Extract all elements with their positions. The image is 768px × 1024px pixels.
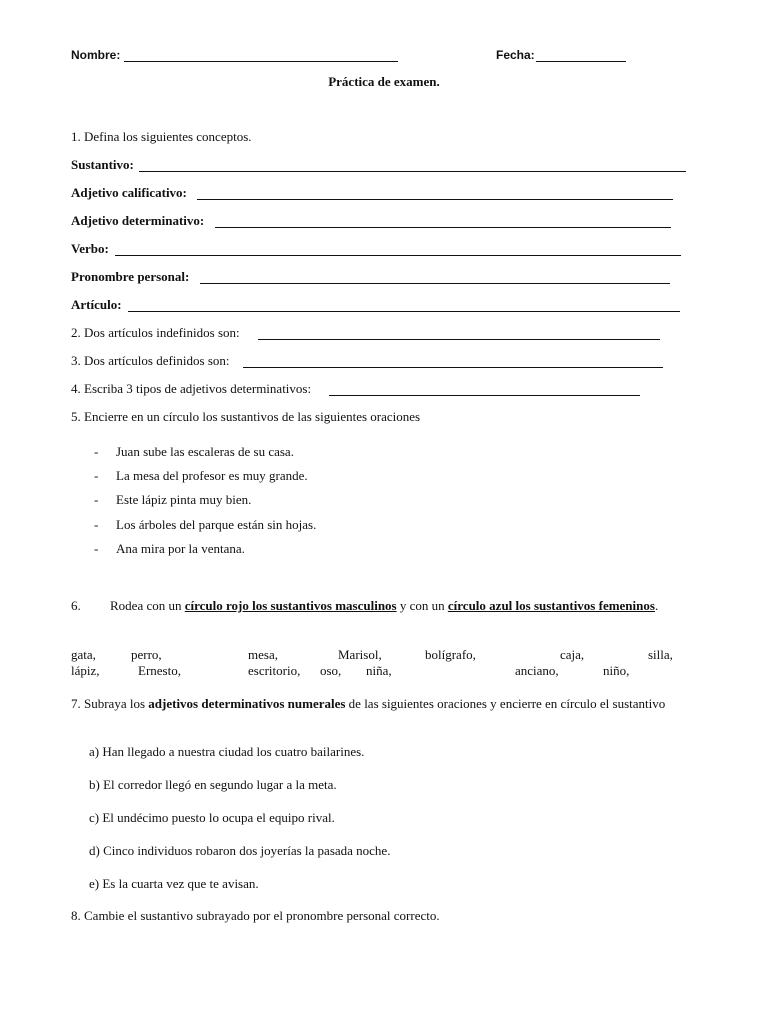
q3-answer-line[interactable] — [243, 367, 663, 368]
articulo-answer-line[interactable] — [128, 311, 680, 312]
q6-word: Ernesto, — [138, 663, 181, 678]
q7-item-d: d) Cinco individuos robaron dos joyerías la pasada noche. — [89, 843, 391, 858]
fecha-label: Fecha: — [496, 48, 535, 62]
bullet-dash: - — [94, 517, 99, 532]
q5-prompt: 5. Encierre en un círculo los sustantivos de las siguientes oraciones — [71, 409, 421, 424]
q6-word: mesa, — [248, 647, 278, 662]
q5-sentence: Ana mira por la ventana. — [116, 541, 245, 556]
q6-emphasis-masculinos: círculo rojo los sustantivos masculinos — [184, 598, 397, 613]
q6-word: caja, — [560, 647, 585, 662]
q6-instruction — [71, 598, 697, 614]
q6-number: 6. — [71, 598, 81, 613]
q6-word: perro, — [131, 647, 162, 662]
q6-word: anciano, — [515, 663, 559, 678]
bullet-dash: - — [94, 492, 99, 507]
pronombre-personal-label: Pronombre personal: — [71, 269, 190, 284]
q7-text-2: de las siguientes oraciones y encierre en círculo el sustantivo — [348, 696, 666, 711]
adjetivo-calificativo-label: Adjetivo calificativo: — [71, 185, 187, 200]
adjetivo-determinativo-label: Adjetivo determinativo: — [71, 213, 205, 228]
q7-instruction — [71, 696, 697, 712]
q6-word: silla, — [648, 647, 673, 662]
q7-item-b: b) El corredor llegó en segundo lugar a la meta. — [89, 777, 337, 792]
pronombre-personal-answer-line[interactable] — [200, 283, 670, 284]
q6-word: lápiz, — [71, 663, 100, 678]
q6-word: gata, — [71, 647, 96, 662]
nombre-field[interactable] — [124, 61, 398, 62]
q5-sentence: La mesa del profesor es muy grande. — [116, 468, 308, 483]
bullet-dash: - — [94, 444, 99, 459]
adjetivo-calificativo-answer-line[interactable] — [197, 199, 673, 200]
q6-text-1: Rodea con un — [110, 598, 182, 613]
q6-period: . — [654, 598, 659, 613]
bullet-dash: - — [94, 541, 99, 556]
q5-sentence: Los árboles del parque están sin hojas. — [116, 517, 317, 532]
q6-text-2: y con un — [399, 598, 445, 613]
verbo-answer-line[interactable] — [115, 255, 681, 256]
q6-word: oso, — [320, 663, 342, 678]
fecha-field[interactable] — [536, 61, 626, 62]
q4-answer-line[interactable] — [329, 395, 640, 396]
q7-text-1: 7. Subraya los — [71, 696, 146, 711]
nombre-label: Nombre: — [71, 48, 121, 62]
q7-item-c: c) El undécimo puesto lo ocupa el equipo rival. — [89, 810, 335, 825]
q5-sentence: Este lápiz pinta muy bien. — [116, 492, 252, 507]
q3-prompt: 3. Dos artículos definidos son: — [71, 353, 230, 368]
sustantivo-label: Sustantivo: — [71, 157, 134, 172]
sustantivo-answer-line[interactable] — [139, 171, 686, 172]
q2-answer-line[interactable] — [258, 339, 660, 340]
q7-emphasis: adjetivos determinativos numerales — [148, 696, 346, 711]
q6-word: escritorio, — [248, 663, 301, 678]
q2-prompt: 2. Dos artículos indefinidos son: — [71, 325, 240, 340]
q6-word: Marisol, — [338, 647, 382, 662]
q6-word: niño, — [603, 663, 630, 678]
q6-word: niña, — [366, 663, 392, 678]
q6-emphasis-femeninos: círculo azul los sustantivos femeninos — [447, 598, 655, 613]
articulo-label: Artículo: — [71, 297, 122, 312]
q7-item-e: e) Es la cuarta vez que te avisan. — [89, 876, 259, 891]
adjetivo-determinativo-answer-line[interactable] — [215, 227, 671, 228]
verbo-label: Verbo: — [71, 241, 109, 256]
q7-item-a: a) Han llegado a nuestra ciudad los cuatro bailarines. — [89, 744, 365, 759]
q4-prompt: 4. Escriba 3 tipos de adjetivos determinativos: — [71, 381, 312, 396]
q5-sentence: Juan sube las escaleras de su casa. — [116, 444, 294, 459]
page-title: Práctica de examen. — [328, 74, 440, 89]
q6-word: bolígrafo, — [425, 647, 476, 662]
bullet-dash: - — [94, 468, 99, 483]
q8-prompt: 8. Cambie el sustantivo subrayado por el pronombre personal correcto. — [71, 908, 440, 923]
q1-prompt: 1. Defina los siguientes conceptos. — [71, 129, 252, 144]
